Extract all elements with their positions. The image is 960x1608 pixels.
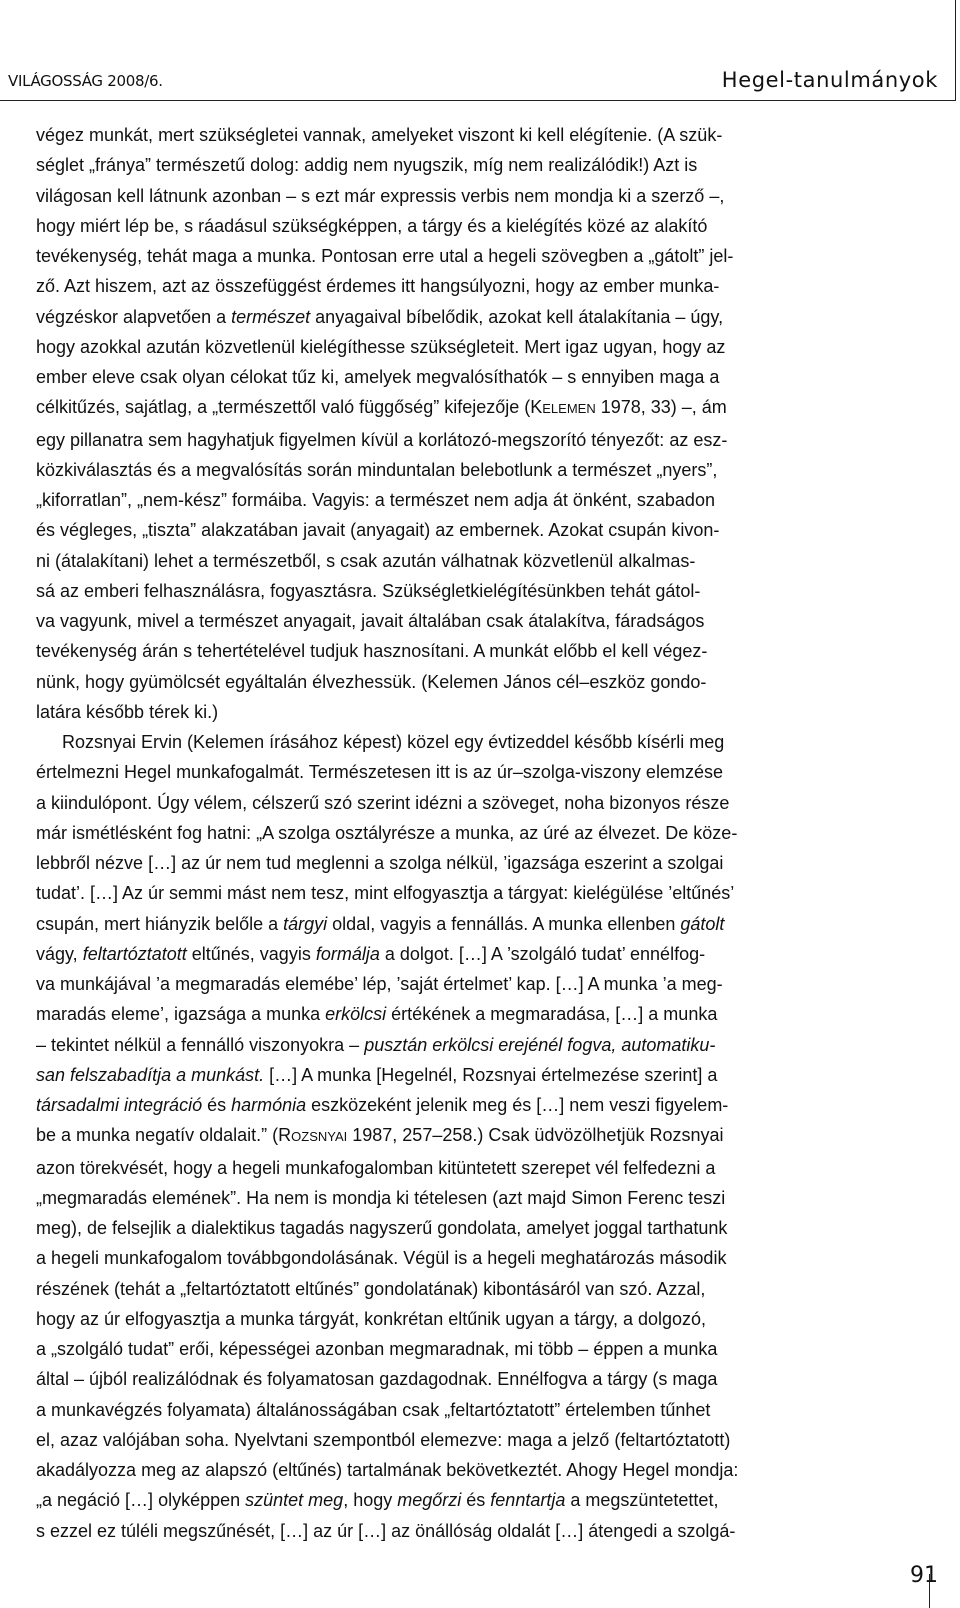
text-line xyxy=(36,271,906,301)
text-run: be a munka negatív oldalait.” (R xyxy=(36,1125,292,1146)
text-run: lebbről nézve […] az úr nem tud meglenni a szolga nélkül, ’igazsága eszerint a szolgai xyxy=(36,853,724,873)
text-line xyxy=(36,1120,906,1152)
italic-emphasis: erkölcsi xyxy=(325,1004,387,1025)
text-line xyxy=(36,1395,906,1425)
text-run: 1978, 33) –, ám xyxy=(595,397,727,418)
text-line xyxy=(36,1425,906,1455)
text-line xyxy=(36,788,906,818)
italic-emphasis: természet xyxy=(231,306,311,327)
text-run: sá az emberi felhasználásra, fogyasztásra. Szükségletkielégítésünkben tehát gátol- xyxy=(36,580,701,601)
text-line xyxy=(36,150,906,180)
text-run: a megszüntetettet, xyxy=(565,1490,719,1511)
text-line xyxy=(36,1243,906,1273)
text-run: és végleges, „tiszta” alakzatában javait (anyagait) az embernek. Azokat csupán kivon- xyxy=(36,520,720,541)
text-run: egy pillanatra sem hagyhatjuk figyelmen kívül a korlátozó-megszorító tényezőt: az esz- xyxy=(36,429,728,450)
text-run: ember eleve csak olyan célokat tűz ki, amelyek megvalósíthatók – s ennyiben maga a xyxy=(36,367,720,387)
text-line xyxy=(36,606,906,636)
text-line xyxy=(36,757,906,787)
text-run: meg), de felsejlik a dialektikus tagadás nagyszerű gondolata, amelyet joggal tarthatunk xyxy=(36,1218,728,1238)
text-line xyxy=(36,1334,906,1364)
text-run: eltűnés, vagyis xyxy=(186,943,316,964)
text-run: hogy azokkal azután közvetlenül kielégíthesse szükségleteit. Mert igaz ugyan, hogy az xyxy=(36,336,726,357)
text-line xyxy=(36,1030,906,1060)
text-line xyxy=(36,1090,906,1120)
text-line xyxy=(36,636,906,666)
text-line xyxy=(36,1274,906,1304)
italic-emphasis: szüntet meg xyxy=(245,1490,344,1511)
small-caps-name: OZSNYAI xyxy=(291,1129,348,1145)
header-rule xyxy=(0,100,956,101)
italic-emphasis: formálja xyxy=(315,943,380,964)
text-run: a hegeli munkafogalom továbbgondolásának. Végül is a hegeli meghatározás második xyxy=(36,1248,727,1269)
italic-emphasis: san felszabadítja a munkást. xyxy=(36,1064,265,1085)
text-run: értelmezni Hegel munkafogalmát. Természetesen itt is az úr–szolga-viszony elemzése xyxy=(36,762,723,783)
text-line xyxy=(36,939,906,969)
text-run: va vagyunk, mivel a természet anyagait, javait általában csak átalakítva, fáradságos xyxy=(36,611,705,631)
text-run: a munkavégzés folyamata) általánosságában csak „feltartóztatott” értelemben tűnhet xyxy=(36,1399,711,1420)
text-run: séglet „fránya” természetű dolog: addig nem nyugszik, míg nem realizálódik!) Azt is xyxy=(36,155,698,176)
text-line xyxy=(36,697,906,727)
text-line xyxy=(36,120,906,150)
text-line xyxy=(36,999,906,1029)
text-run: a dolgot. […] A ’szolgáló tudat’ ennélfog- xyxy=(379,943,706,964)
journal-issue-header: VILÁGOSSÁG 2008/6. xyxy=(8,72,163,90)
text-line xyxy=(36,515,906,545)
italic-emphasis: tárgyi xyxy=(283,913,328,934)
text-run: végez munkát, mert szükségletei vannak, amelyeket viszont ki kell elégítenie. (A szük- xyxy=(36,125,723,145)
text-run: nünk, hogy gyümölcsét egyáltalán élvezhessük. (Kelemen János cél–eszköz gondo- xyxy=(36,671,707,692)
text-run: 1987, 257–258.) Csak üdvözölhetjük Rozsnyai xyxy=(347,1125,724,1146)
text-line xyxy=(36,211,906,241)
text-line xyxy=(36,848,906,878)
text-run: anyagaival bíbelődik, azokat kell átalakítania – úgy, xyxy=(310,306,724,327)
text-line xyxy=(36,425,906,455)
italic-emphasis: harmónia xyxy=(231,1095,307,1115)
text-line xyxy=(36,455,906,485)
italic-emphasis: társadalmi integráció xyxy=(36,1095,203,1115)
text-run: „a negáció […] olyképpen xyxy=(36,1490,246,1511)
text-line xyxy=(36,546,906,576)
text-run: tudat’. […] Az úr semmi mást nem tesz, mint elfogyasztja a tárgyat: kielégülése ’eltűnés’ xyxy=(36,883,735,904)
italic-emphasis: gátolt xyxy=(680,913,725,934)
text-run: akadályozza meg az alapszó (eltűnés) tartalmának bekövetkeztét. Ahogy Hegel mondja: xyxy=(36,1460,739,1480)
text-line xyxy=(36,576,906,606)
italic-emphasis: megőrzi xyxy=(397,1490,462,1511)
text-run: azon törekvését, hogy a hegeli munkafogalomban kitüntetett szerepet vél felfedezni a xyxy=(36,1157,716,1178)
text-line xyxy=(36,1516,906,1546)
article-body xyxy=(36,120,906,1546)
text-line xyxy=(36,362,906,392)
text-line xyxy=(36,332,906,362)
text-run: és xyxy=(202,1095,232,1115)
text-line xyxy=(36,1183,906,1213)
text-line xyxy=(36,1213,906,1243)
text-run: tevékenység, tehát maga a munka. Pontosan erre utal a hegeli szövegben a „gátolt” jel- xyxy=(36,246,734,266)
text-run: s ezzel ez túléli megszűnését, […] az úr […] az önállóság oldalát […] átengedi a szolgá- xyxy=(36,1520,736,1541)
text-line xyxy=(36,485,906,515)
text-line xyxy=(36,667,906,697)
text-line xyxy=(36,969,906,999)
small-caps-name: ELEMEN xyxy=(542,401,596,417)
text-run: maradás eleme’, igazsága a munka xyxy=(36,1004,326,1025)
text-line xyxy=(36,1304,906,1334)
text-line xyxy=(36,1153,906,1183)
text-run: és xyxy=(461,1490,491,1511)
text-run: eszközeként jelenik meg és […] nem veszi figyelem- xyxy=(306,1095,729,1115)
text-run: értékének a megmaradása, […] a munka xyxy=(386,1004,718,1025)
italic-emphasis: fenntartja xyxy=(490,1490,566,1511)
text-line xyxy=(36,1364,906,1394)
text-run: részének (tehát a „feltartóztatott eltűnés” gondolatának) kibontásáról van szó. Azzal, xyxy=(36,1278,706,1299)
italic-emphasis: feltartóztatott xyxy=(82,943,187,964)
text-line xyxy=(36,1060,906,1090)
text-run: ni (átalakítani) lehet a természetből, s csak azután válhatnak közvetlenül alkalmas- xyxy=(36,550,696,571)
text-run: által – újból realizálódnak és folyamatosan gazdagodnak. Ennélfogva a tárgy (s maga xyxy=(36,1369,718,1390)
text-line xyxy=(36,241,906,271)
text-line xyxy=(36,878,906,908)
text-run: oldal, vagyis a fennállás. A munka ellenben xyxy=(327,913,681,934)
text-run: Rozsnyai Ervin (Kelemen írásához képest) közel egy évtizeddel később kísérli meg xyxy=(62,732,725,752)
text-line xyxy=(36,1485,906,1515)
text-run: már ismétlésként fog hatni: „A szolga osztályrésze a munka, az úré az élvezet. De köze- xyxy=(36,822,738,843)
text-run: tevékenység árán s tehertételével tudjuk hasznosítani. A munkát előbb el kell végez- xyxy=(36,641,708,662)
page-number: 91 xyxy=(910,1563,938,1588)
text-run: […] A munka [Hegelnél, Rozsnyai értelmezése szerint] a xyxy=(264,1064,718,1085)
text-run: hogy miért lép be, s ráadásul szükségképpen, a tárgy és a kielégítés közé az alakító xyxy=(36,215,708,236)
text-run: végzéskor alapvetően a xyxy=(36,306,232,327)
text-run: a kiindulópont. Úgy vélem, célszerű szó szerint idézni a szöveget, noha bizonyos része xyxy=(36,792,730,813)
text-run: a „szolgáló tudat” erői, képességei azonban megmaradnak, mi több – éppen a munka xyxy=(36,1339,718,1359)
text-run: – tekintet nélkül a fennálló viszonyokra – xyxy=(36,1034,365,1055)
header-corner-rule xyxy=(955,0,956,101)
text-run: közkiválasztás és a megvalósítás során minduntalan belebotlunk a természet „nyers”, xyxy=(36,459,718,480)
text-run: va munkájával ’a megmaradás elemébe’ lép, ’saját értelmet’ kap. […] A munka ’a meg- xyxy=(36,974,723,994)
section-title-header: Hegel-tanulmányok xyxy=(721,68,938,92)
text-line xyxy=(36,302,906,332)
text-run: vágy, xyxy=(36,943,83,964)
text-run: , hogy xyxy=(343,1490,398,1511)
text-line xyxy=(36,909,906,939)
italic-emphasis: pusztán erkölcsi erejénél fogva, automatiku- xyxy=(364,1034,716,1055)
text-line xyxy=(36,818,906,848)
text-line xyxy=(36,181,906,211)
text-run: latára később térek ki.) xyxy=(36,701,219,722)
text-line xyxy=(36,1455,906,1485)
text-run: világosan kell látnunk azonban – s ezt már expressis verbis nem mondja ki a szerző –, xyxy=(36,185,725,206)
text-run: ző. Azt hiszem, azt az összefüggést érdemes itt hangsúlyozni, hogy az ember munka- xyxy=(36,276,720,297)
text-run: hogy az úr elfogyasztja a munka tárgyát, konkrétan eltűnik ugyan a tárgy, a dolgozó, xyxy=(36,1308,707,1329)
text-run: „megmaradás elemének”. Ha nem is mondja ki tételesen (azt majd Simon Ferenc teszi xyxy=(36,1187,726,1208)
text-run: csupán, mert hiányzik belőle a xyxy=(36,913,284,934)
text-line xyxy=(36,392,906,424)
text-run: célkitűzés, sajátlag, a „természettől való függőség” kifejezője (K xyxy=(36,397,543,418)
text-run: „kiforratlan”, „nem-kész” formáiba. Vagyis: a természet nem adja át önként, szabadon xyxy=(36,490,715,510)
text-run: el, azaz valójában soha. Nyelvtani szempontból elemezve: maga a jelző (feltartóztatott) xyxy=(36,1429,731,1450)
text-line xyxy=(36,727,906,757)
